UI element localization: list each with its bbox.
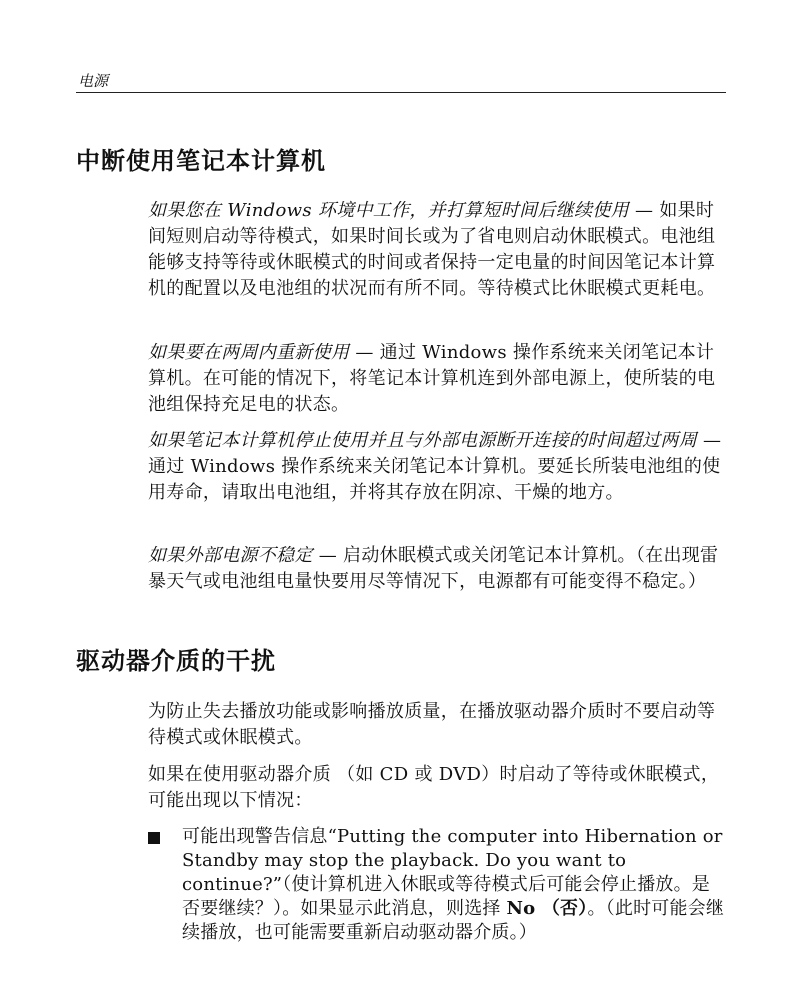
paragraph-media-consequences: 如果在使用驱动器介质 （如 CD 或 DVD）时启动了等待或休眠模式，可能出现以下情况： bbox=[148, 764, 720, 811]
paragraph-unstable-power bbox=[148, 543, 726, 595]
paragraph-lead: 如果要在两周内重新使用 bbox=[148, 342, 350, 363]
section-title-power-off: 中断使用笔记本计算机 bbox=[76, 147, 326, 175]
bullet-text-before: 可能出现警告信息“Putting the computer into Hibernation or Standby may stop the playback. Do you want to continue?”（使计算机进入休眠或等待模式后可能会停止播放。是否要继续？）。如果显示此消息，则选择 bbox=[182, 826, 723, 919]
paragraph-body: — 启动休眠模式或关闭笔记本计算机。（在出现雷暴天气或电池组电量快要用尽等情况下，电源都有可能变得不稳定。） bbox=[148, 545, 719, 592]
running-header: 电源 bbox=[78, 72, 109, 90]
paragraph-body: — 通过 Windows 操作系统来关闭笔记本计算机。在可能的情况下，将笔记本计算机连到外部电源上，使所装的电池组保持充足电的状态。 bbox=[148, 342, 716, 415]
square-bullet-icon bbox=[148, 832, 160, 844]
paragraph-long-storage bbox=[148, 428, 726, 506]
paragraph-body: — 通过 Windows 操作系统来关闭笔记本计算机。要延长所装电池组的使用寿命，请取出电池组，并将其存放在阴凉、干燥的地方。 bbox=[148, 430, 722, 503]
paragraph-short-break bbox=[148, 198, 726, 302]
paragraph-media-warning: 为防止失去播放功能或影响播放质量，在播放驱动器介质时不要启动等待模式或休眠模式。 bbox=[148, 701, 716, 748]
bullet-text bbox=[182, 825, 726, 945]
header-rule bbox=[76, 92, 726, 93]
bullet-bold-option: No （否） bbox=[506, 898, 588, 919]
bullet-item-playback-warning bbox=[148, 825, 726, 945]
paragraph-lead: 如果笔记本计算机停止使用并且与外部电源断开连接的时间超过两周 bbox=[148, 430, 697, 451]
paragraph-body: — 如果时间短则启动等待模式，如果时间长或为了省电则启动休眠模式。电池组能够支持等待或休眠模式的时间或者保持一定电量的时间因笔记本计算机的配置以及电池组的状况而有所不同。等待模式比休眠模式更耗电。 bbox=[148, 200, 716, 299]
bullet-text-after: 。（此时可能会继续播放，也可能需要重新启动驱动器介质。） bbox=[182, 898, 725, 943]
paragraph-two-weeks bbox=[148, 340, 726, 418]
section-title-media-interference: 驱动器介质的干扰 bbox=[76, 647, 276, 675]
paragraph-lead: 如果外部电源不稳定 bbox=[148, 545, 313, 566]
paragraph-lead: 如果您在 Windows 环境中工作，并打算短时间后继续使用 bbox=[148, 200, 629, 221]
